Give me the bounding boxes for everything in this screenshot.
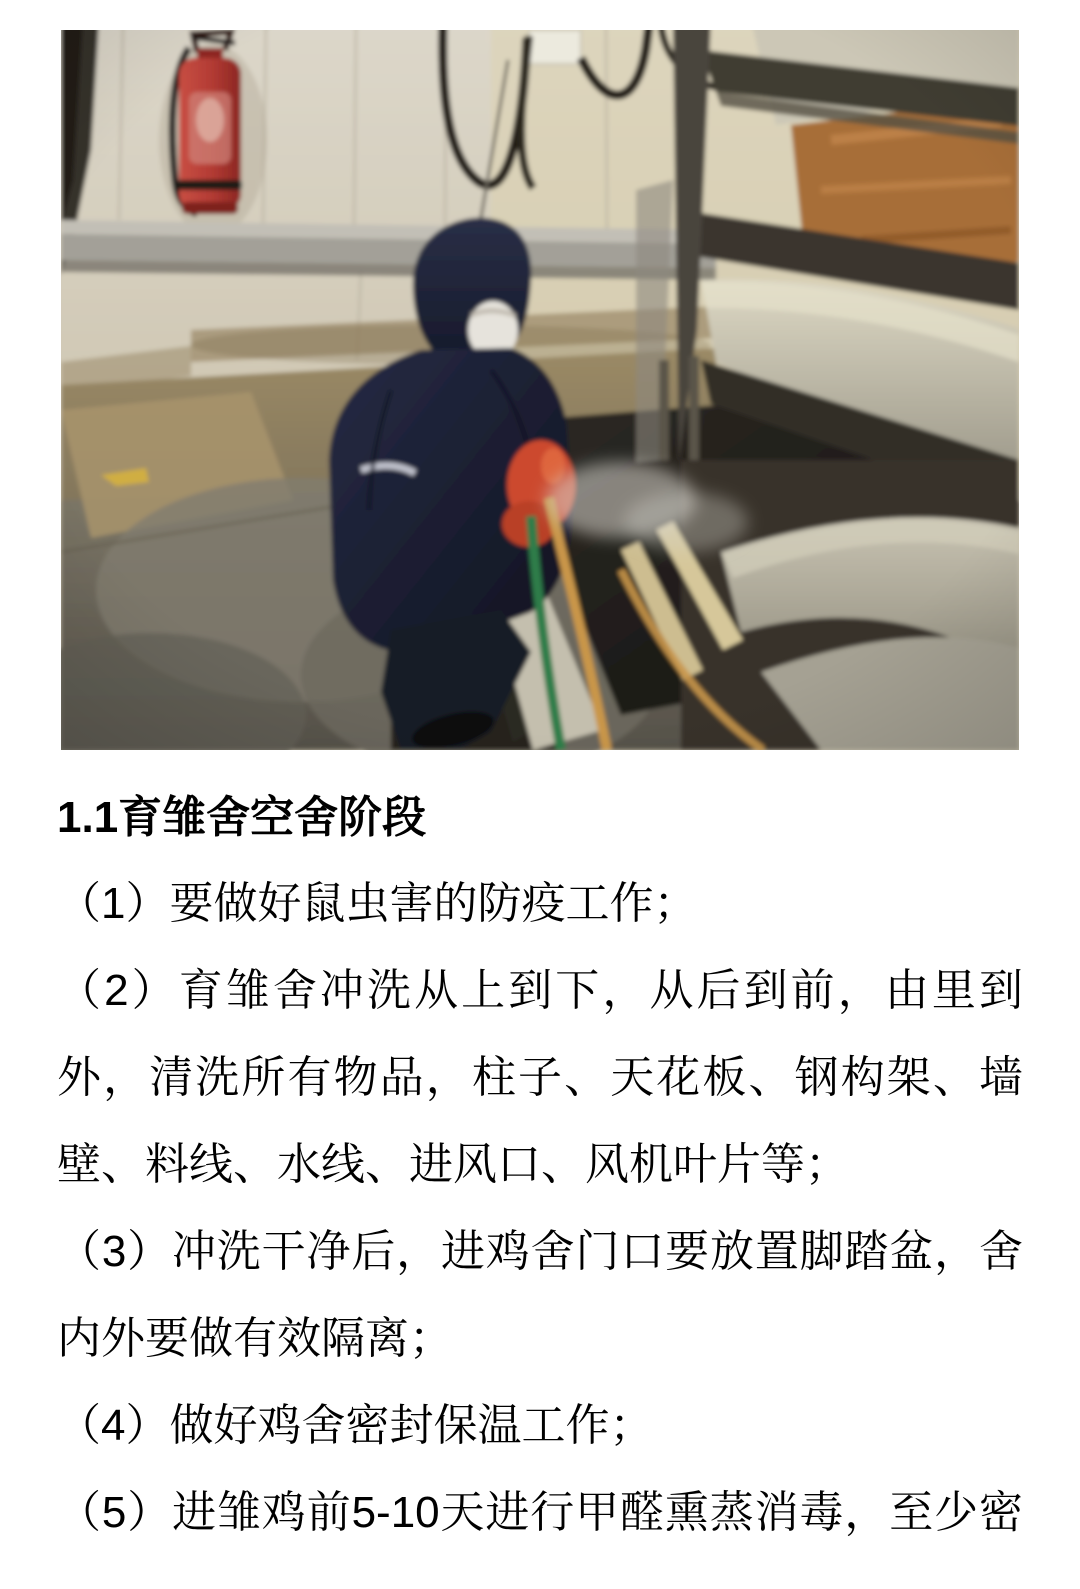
paragraph-line: （5）进雏鸡前5-10天进行甲醛熏蒸消毒，至少密 [57,1488,1023,1537]
paragraph-line: （3）冲洗干净后，进鸡舍门口要放置脚踏盆，舍 [57,1227,1023,1276]
paragraph-line: 内外要做有效隔离； [57,1314,453,1363]
paragraph-line: （2）育雏舍冲洗从上到下，从后到前，由里到 [57,966,1023,1015]
paragraph [57,1208,1023,1382]
paragraph-line: 壁、料线、水线、进风口、风机叶片等； [57,1140,849,1189]
paragraph-line: （1）要做好鼠虫害的防疫工作； [57,879,698,928]
paragraph-line: 外，清洗所有物品，柱子、天花板、钢构架、墙 [57,1053,1023,1102]
paragraph [57,860,1023,947]
photo-illustration [61,30,1019,750]
paragraph [57,947,1023,1208]
article-body [0,792,1080,1556]
paragraph [57,1469,1023,1556]
section-heading: 1.1育雏舍空舍阶段 [57,793,427,842]
paragraph [57,1382,1023,1469]
paragraph-line: （4）做好鸡舍密封保温工作； [57,1401,654,1450]
article-photo[interactable] [61,30,1019,750]
article-page [0,30,1080,1556]
